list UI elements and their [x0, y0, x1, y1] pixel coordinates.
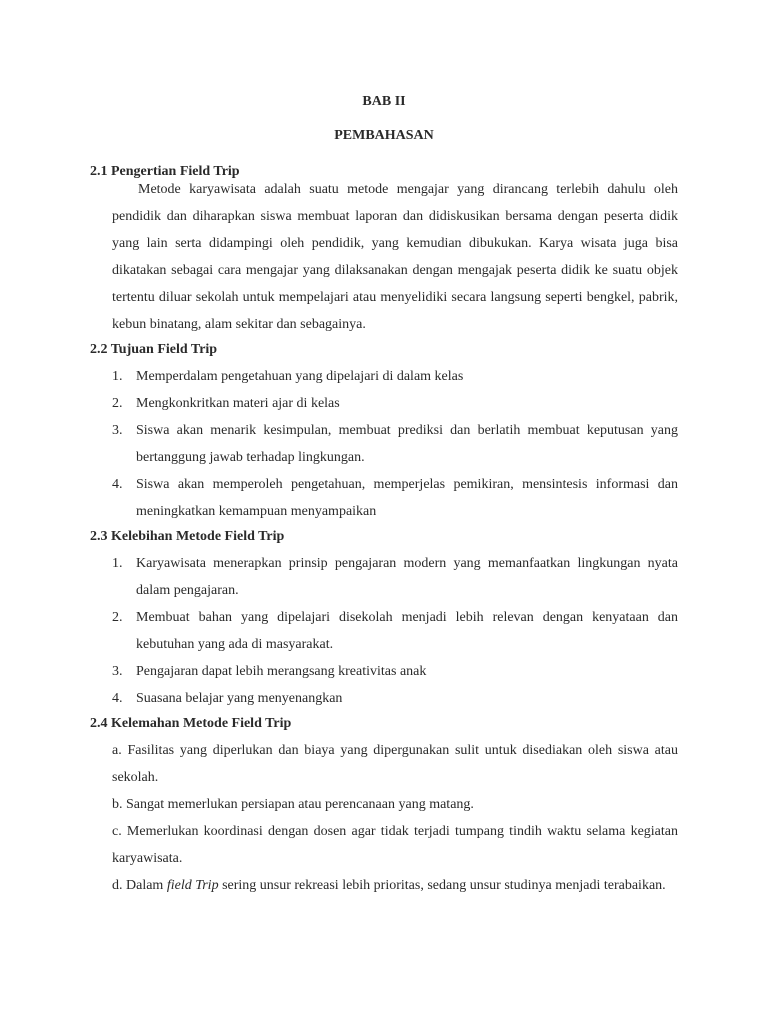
- chapter-number: BAB II: [362, 94, 406, 109]
- list-item: b. Sangat memerlukan persiapan atau perencanaan yang matang.: [112, 797, 474, 812]
- section-2-1-paragraph: Metode karyawisata adalah suatu metode mengajar yang dirancang terlebih dahulu oleh pendidik dan diharapkan siswa membuat laporan dan didiskusikan bersama dengan peserta didik yang lain serta didampingi oleh pendidik, yang kemudian dibukukan. Karya wisata juga bisa dikatakan sebagai cara mengajar yang dilaksanakan dengan mengajak peserta didik ke suatu objek tertentu diluar sekolah untuk mempelajari atau menyelidiki secara langsung seperti bengkel, pabrik, kebun binatang, alam sekitar dan sebagainya.: [112, 182, 678, 332]
- section-2-3-list: [112, 550, 678, 712]
- section-2-2-list: [112, 363, 678, 525]
- section-heading-2-1: 2.1 Pengertian Field Trip: [90, 164, 240, 179]
- list-item: 3. Siswa akan menarik kesimpulan, membuat prediksi dan berlatih membuat keputusan yang bertanggung jawab terhadap lingkungan.: [112, 423, 678, 465]
- list-item: 4. Siswa akan memperoleh pengetahuan, memperjelas pemikiran, mensintesis informasi dan meningkatkan kemampuan menyampaikan: [112, 477, 678, 519]
- chapter-title: PEMBAHASAN: [334, 128, 434, 143]
- section-heading-2-4: 2.4 Kelemahan Metode Field Trip: [90, 716, 292, 731]
- list-item: 1. Memperdalam pengetahuan yang dipelajari di dalam kelas: [112, 369, 464, 384]
- list-item: a. Fasilitas yang diperlukan dan biaya yang dipergunakan sulit untuk disediakan oleh siswa atau sekolah.: [112, 743, 678, 785]
- list-item: c. Memerlukan koordinasi dengan dosen agar tidak terjadi tumpang tindih waktu selama kegiatan karyawisata.: [112, 824, 678, 866]
- list-item: d. Dalam field Trip sering unsur rekreasi lebih prioritas, sedang unsur studinya menjadi terabaikan.: [112, 878, 666, 893]
- list-item: 1. Karyawisata menerapkan prinsip pengajaran modern yang memanfaatkan lingkungan nyata dalam pengajaran.: [112, 556, 678, 598]
- section-heading-2-3: 2.3 Kelebihan Metode Field Trip: [90, 529, 285, 544]
- list-item: 2. Mengkonkritkan materi ajar di kelas: [112, 396, 340, 411]
- section-2-4-list: [112, 737, 678, 899]
- list-item: 2. Membuat bahan yang dipelajari disekolah menjadi lebih relevan dengan kenyataan dan kebutuhan yang ada di masyarakat.: [112, 610, 678, 652]
- list-item: 4. Suasana belajar yang menyenangkan: [112, 691, 343, 706]
- section-heading-2-2: 2.2 Tujuan Field Trip: [90, 342, 218, 357]
- list-item: 3. Pengajaran dapat lebih merangsang kreativitas anak: [112, 664, 427, 679]
